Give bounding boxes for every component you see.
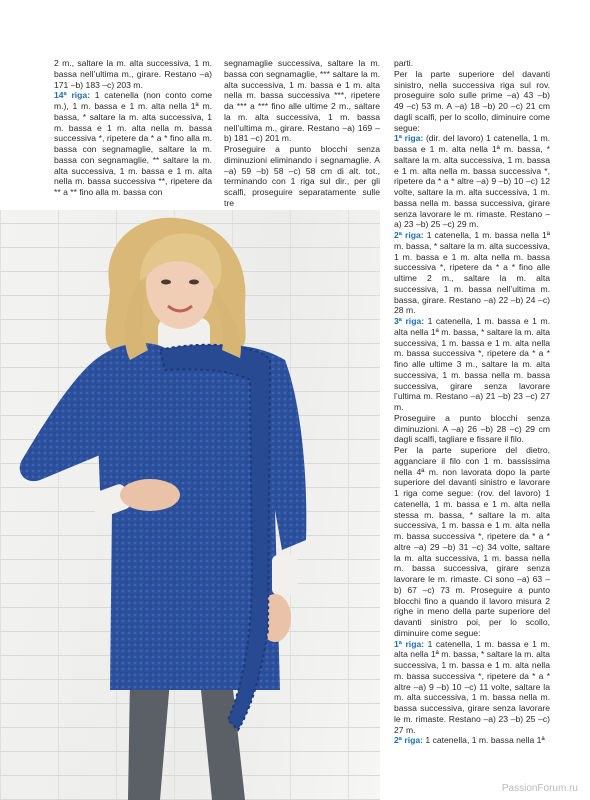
paragraph [54, 90, 212, 198]
paragraph: Proseguire a punto blocchi senza diminuzioni eliminando i segnamaglie. A –a) 59 –b) 58 –c) 58 cm di alt. tot., terminando con 1 riga sul dir., per gli scalfi, proseguire separatamente sulle tre [224, 144, 380, 208]
row-heading: 14ª riga: [54, 90, 91, 101]
row-text: 1 catenella, 1 m. bassa e 1 m. alta nella 1ª m. bassa, * saltare la m. alta successiva, 1 m. bassa e 1 m. alta nella m. bassa successiva *, ripetere da * a * altre –a) 9 –b) 10 –c) 11 volte, saltare la m. alta successiva, 1 m. bassa nella m. bassa successiva, girare senza lavorare le m. rimaste. Restano –a) 23 –b) 25 –c) 27 m. [394, 638, 550, 735]
eye-right [189, 280, 199, 285]
row-text: 1 catenella, 1 m. bassa e 1 m. alta nella 1ª m. bassa, * saltare la m. alta successiva, 1 m. bassa e 1 m. alta nella m. bassa successiva *, ripetere da * a * fino alle ultime 3 m., saltare la m. alta successiva, 1 m. bassa nella m. bassa successiva, girare senza lavorare l’ultima m. Restano –a) 21 –b) 23 –c) 27 m. [394, 316, 550, 412]
text-column-3 [394, 58, 550, 746]
model-photo [0, 210, 380, 800]
paragraph [394, 316, 550, 413]
watermark: PassionForum.ru [501, 783, 578, 794]
paragraph: Proseguire a punto blocchi senza diminuzioni. A –a) 26 –b) 28 –c) 29 cm dagli scalfi, tagliare e fissare il filo. [394, 412, 550, 445]
paragraph: segnamaglie successiva, saltare la m. bassa con segnamaglie, *** saltare la m. alta successiva, 1 m. bassa e 1 m. alta nella m. bassa successiva ***, ripetere da *** a *** fino alle ultime 2 m., saltare la m. alta successiva, 1 m. bassa nell’ultima m., girare. Restano –a) 169 –b) 181 –c) 201 m. [224, 58, 380, 144]
row-text: 1 catenella, 1 m. bassa nella 1ª m. bassa, * saltare la m. alta successiva, 1 m. bassa e 1 m. alta nella m. bassa successiva *, ripetere da * a * fino alle ultime 2 m., saltare la m. alta successiva, 1 m. bassa nell’ultima m. bassa, girare. Restano –a) 22 –b) 24 –c) 28 m. [394, 230, 550, 316]
row-text: (dir. del lavoro) 1 catenella, 1 m. bassa e 1 m. alta nella 1ª m. bassa, * saltare la m. alta successiva, 1 m. bassa e 1 m. alta nella m. bassa successiva *, ripetere da * a * altre –a) 9 –b) 10 –c) 12 volte, saltare la m. alta successiva, 1 m. bassa nella m. bassa successiva, girare senza lavorare le m. rimaste. Restano –a) 23 –b) 25 –c) 29 m. [394, 133, 550, 230]
paragraph: Per la parte superiore del davanti sinistro, nella successiva riga sul rov. proseguire solo sulle prime –a) 43 –b) 49 –c) 53 m. A –a) 18 –b) 20 –c) 21 cm dagli scalfi, per lo scollo, diminuire come segue: [394, 68, 550, 133]
row-heading: 3ª riga: [394, 316, 425, 326]
model-illustration [0, 210, 380, 800]
paragraph: parti. [394, 58, 414, 68]
row-heading: 2ª riga: [394, 230, 424, 240]
text-column-1 [54, 58, 212, 198]
paragraph [394, 133, 550, 230]
paragraph [394, 230, 550, 316]
text-column-2 [224, 58, 380, 209]
hand-left [120, 479, 180, 511]
leggings [128, 680, 245, 800]
row-text: 1 catenella (non conto come m.), 1 m. bassa e 1 m. alta nella 1ª m. bassa, * saltare la m. alta successiva, 1 m. bassa e 1 m. alta nella m. bassa successiva *, ripetere da * a * fino alla m. bassa con segnamaglie, saltare la m. bassa con segnamaglie, ** saltare la m. alta successiva, 1 m. bassa e 1 m. alta nella m. bassa successiva **, ripetere da ** a ** fino alla m. bassa con [54, 90, 213, 197]
paragraph [394, 735, 550, 746]
paragraph: Per la parte superiore del dietro, agganciare il filo con 1 m. bassissima nella 4ª m. non lavorata dopo la parte superiore del davanti sinistro e lavorare 1 riga come segue: (rov. del lavoro) 1 catenella, 1 m. bassa e 1 m. alta nella stessa m. bassa, * saltare la m. alta successiva, 1 m. bassa e 1 m. alta nella m. bassa successiva *, ripetere da * a * altre –a) 29 –b) 31 –c) 34 volte, saltare la m. alta successiva, 1 m. bassa nella m. bassa successiva, girare senza lavorare le m. rimaste. Ci sono –a) 63 –b) 67 –c) 73 m. Proseguire a punto blocchi fino a quando il lavoro misura 2 righe in meno della parte superiore del davanti sinistro poi, per lo scollo, diminuire come segue: [394, 445, 550, 638]
row-heading: 2ª riga: [394, 735, 423, 746]
row-text: 1 catenella, 1 m. bassa nella 1ª [422, 735, 545, 746]
paragraph [394, 639, 550, 736]
cuff-right [272, 555, 298, 595]
row-heading: 1ª riga: [394, 133, 424, 144]
row-heading: 1ª riga: [394, 638, 425, 649]
paragraph: 2 m., saltare la m. alta successiva, 1 m. bassa nell’ultima m., girare. Restano –a) 171 –b) 183 –c) 203 m. [54, 58, 212, 90]
eye-left [161, 280, 171, 285]
